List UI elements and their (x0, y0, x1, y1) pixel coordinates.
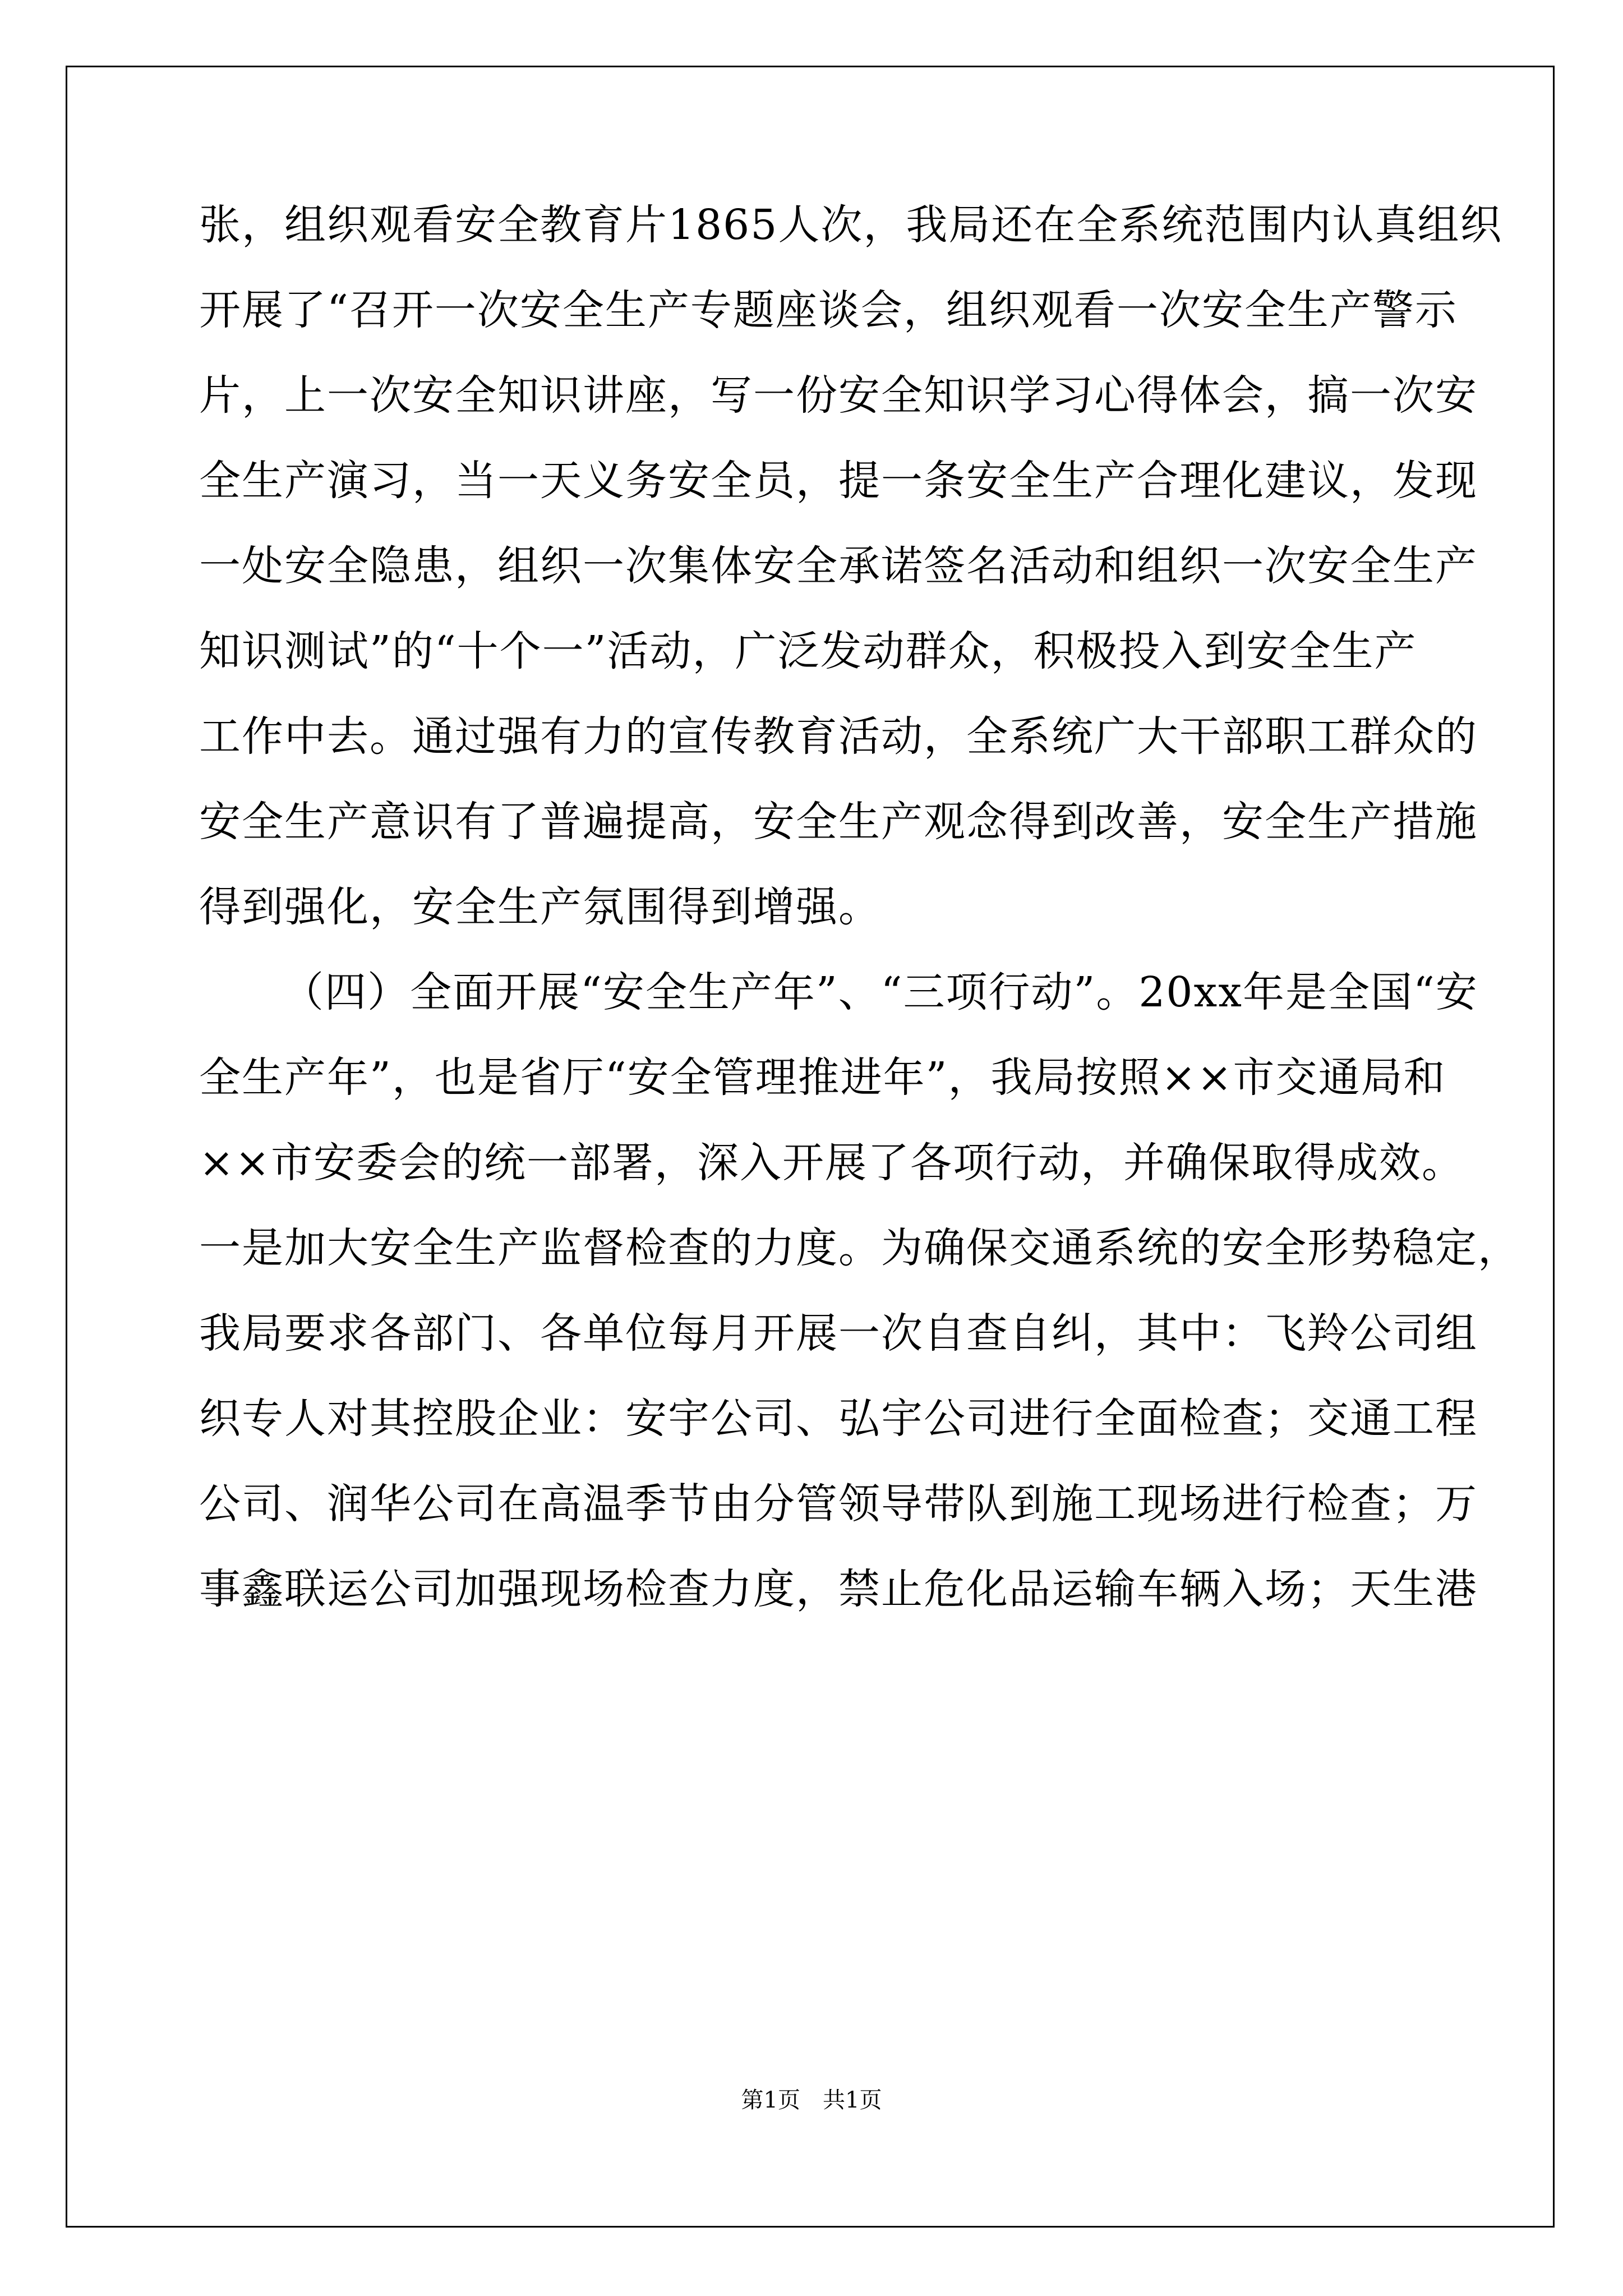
text-line: 全生产演习，当一天义务安全员，提一条安全生产合理化建议，发现 (199, 457, 1478, 505)
text-line: 得到强化，安全生产氛围得到增强。 (199, 883, 881, 931)
text-line: 织专人对其控股企业：安宇公司、弘宇公司进行全面检查；交通工程 (199, 1395, 1478, 1443)
text-line: 一是加大安全生产监督检查的力度。为确保交通系统的安全形势稳定， (199, 1224, 1520, 1272)
text-line: 工作中去。通过强有力的宣传教育活动，全系统广大干部职工群众的 (199, 712, 1478, 761)
page-number-footer: 第1页 共1页 (741, 2087, 882, 2113)
text-line: 安全生产意识有了普遍提高，安全生产观念得到改善，安全生产措施 (199, 798, 1478, 846)
text-line: ××市安委会的统一部署，深入开展了各项行动，并确保取得成效。 (199, 1139, 1465, 1187)
text-line: 我局要求各部门、各单位每月开展一次自查自纠，其中：飞羚公司组 (199, 1309, 1478, 1358)
text-line: 知识测试”的“十个一”活动，广泛发动群众，积极投入到安全生产 (199, 627, 1417, 675)
text-line: 开展了“召开一次安全生产专题座谈会，组织观看一次安全生产警示 (199, 286, 1458, 334)
text-line: 片，上一次安全知识讲座，写一份安全知识学习心得体会，搞一次安 (199, 371, 1478, 420)
text-line: 一处安全隐患，组织一次集体安全承诺签名活动和组织一次安全生产 (199, 542, 1478, 590)
paragraph-start-line: （四）全面开展“安全生产年”、“三项行动”。20xx年是全国“安 (282, 968, 1478, 1016)
text-line: 张，组织观看安全教育片1865人次，我局还在全系统范围内认真组织 (199, 201, 1503, 249)
text-line: 全生产年”，也是省厅“安全管理推进年”，我局按照××市交通局和 (199, 1053, 1446, 1102)
text-line: 事鑫联运公司加强现场检查力度，禁止危化品运输车辆入场；天生港 (199, 1565, 1478, 1613)
text-line: 公司、润华公司在高温季节由分管领导带队到施工现场进行检查；万 (199, 1480, 1478, 1528)
